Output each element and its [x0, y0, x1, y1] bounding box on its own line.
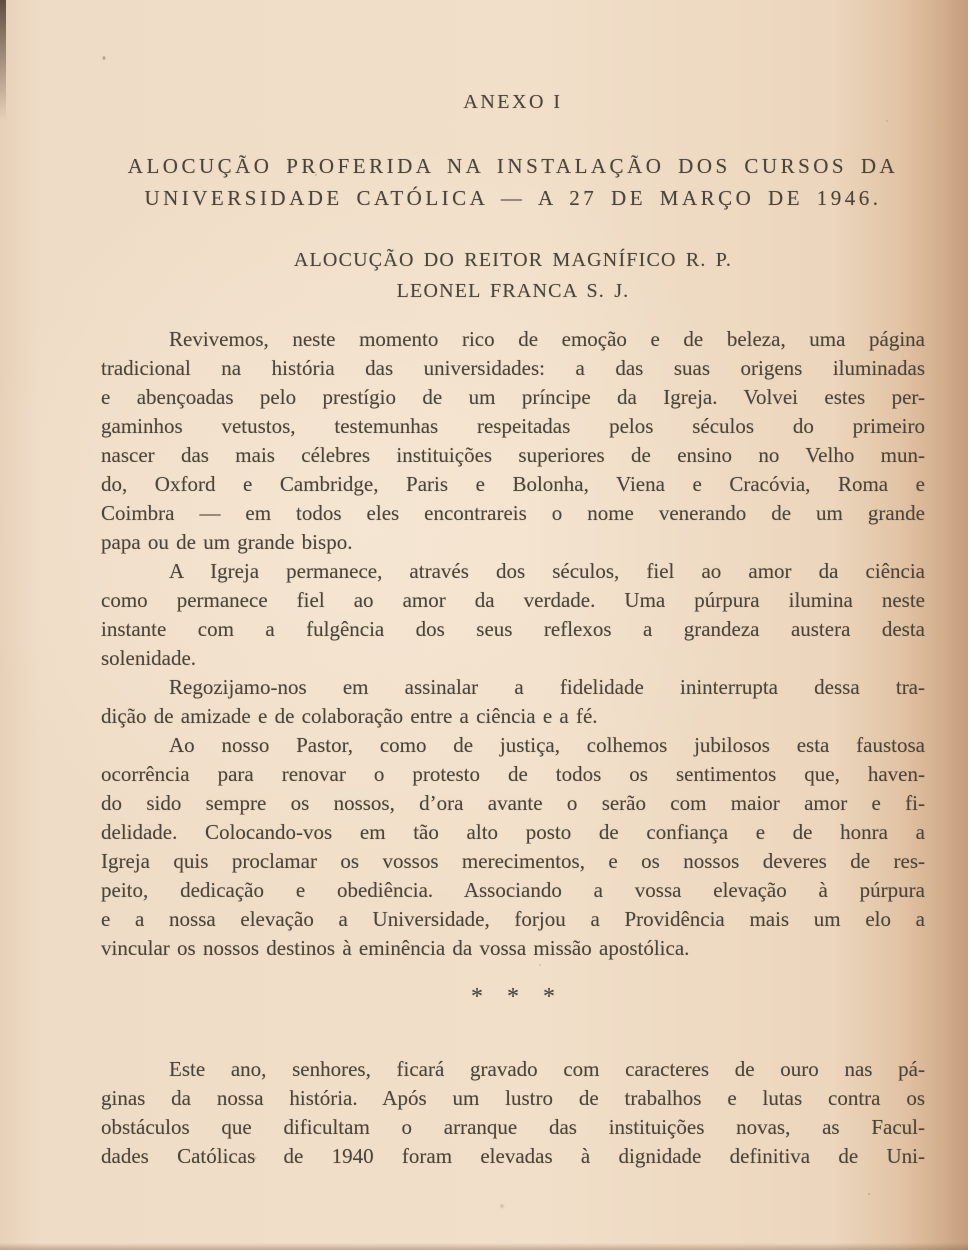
text-line: ginas da nossa história. Após um lustro de trabalhos e lutas contra os: [101, 1086, 925, 1110]
section-separator: ***: [471, 984, 579, 1010]
text-line: como permanece fiel ao amor da verdade. Uma púrpura ilumina neste: [101, 588, 925, 612]
text-line: ocorrência para renovar o protesto de todos os sentimentos que, haven-: [101, 762, 925, 786]
text-line: Regozijamo-nos em assinalar a fidelidade ininterrupta dessa tra-: [169, 675, 925, 699]
paragraph-3: [101, 673, 925, 731]
text-line: e a nossa elevação a Universidade, forjou a Providência mais um elo a: [101, 907, 925, 931]
text-line: Ao nosso Pastor, como de justiça, colhemos jubilosos esta faustosa: [169, 733, 925, 757]
text-line: dades Católicas de 1940 foram elevadas à dignidade definitiva de Uni-: [101, 1144, 925, 1168]
text-line: solenidade.: [101, 646, 197, 670]
paragraph-1: [101, 325, 925, 557]
text-line: tradicional na história das universidades: a das suas origens iluminadas: [101, 356, 925, 380]
page-edge-shadow-bottom: [0, 1243, 968, 1250]
speech-heading-line-1: ALOCUÇÃO DO REITOR MAGNÍFICO R. P.: [293, 249, 733, 271]
text-line: papa ou de um grande bispo.: [101, 530, 353, 554]
annex-heading: ANEXO I: [463, 91, 563, 113]
text-line: nascer das mais célebres instituições superiores de ensino no Velho mun-: [101, 443, 925, 467]
speech-heading: [101, 245, 925, 307]
text-line: gaminhos vetustos, testemunhas respeitadas pelos séculos do primeiro: [101, 414, 925, 438]
text-line: A Igreja permanece, através dos séculos, fiel ao amor da ciência: [169, 559, 925, 583]
page-content: [101, 0, 925, 1171]
text-line: instante com a fulgência dos seus reflexos a grandeza austera desta: [101, 617, 925, 641]
body-text: [101, 325, 925, 1171]
text-line: Revivemos, neste momento rico de emoção e de beleza, uma página: [169, 327, 925, 351]
text-line: Igreja quis proclamar os vossos merecimentos, e os nossos deveres de res-: [101, 849, 925, 873]
page-edge-shadow-left: [0, 0, 6, 120]
text-line: dição de amizade e de colaboração entre a ciência e a fé.: [101, 704, 598, 728]
document-title-line-1: ALOCUÇÃO PROFERIDA NA INSTALAÇÃO DOS CURSOS DA: [127, 154, 899, 178]
document-title-line-2: UNIVERSIDADE CATÓLICA — A 27 DE MARÇO DE 1946.: [144, 186, 882, 210]
document-title: [101, 150, 925, 214]
text-line: e abençoadas pelo prestígio de um príncipe da Igreja. Volvei estes per-: [101, 385, 925, 409]
text-line: do, Oxford e Cambridge, Paris e Bolonha, Viena e Cracóvia, Roma e: [101, 472, 925, 496]
text-line: vincular os nossos destinos à eminência da vossa missão apostólica.: [101, 936, 690, 960]
text-line: obstáculos que dificultam o arranque das instituições novas, as Facul-: [101, 1115, 925, 1139]
text-line: Este ano, senhores, ficará gravado com caracteres de ouro nas pá-: [169, 1057, 925, 1081]
text-line: peito, dedicação e obediência. Associando a vossa elevação à púrpura: [101, 878, 925, 902]
paragraph-2: [101, 557, 925, 673]
text-line: delidade. Colocando-vos em tão alto posto de confiança e de honra a: [101, 820, 925, 844]
paragraph-5: [101, 1055, 925, 1171]
text-line: Coimbra — em todos eles encontrareis o nome venerando de um grande: [101, 501, 925, 525]
text-line: do sido sempre os nossos, d’ora avante o serão com maior amor e fi-: [101, 791, 925, 815]
speech-heading-line-2: LEONEL FRANCA S. J.: [396, 280, 630, 302]
paragraph-4: [101, 731, 925, 963]
